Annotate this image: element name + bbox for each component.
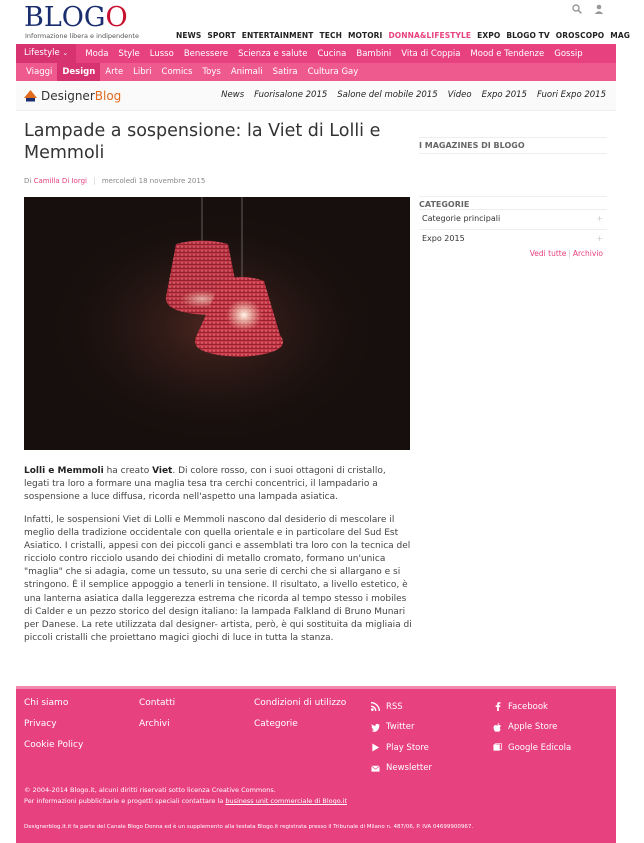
blog-nav-expo[interactable]: Expo 2015	[481, 90, 527, 100]
site-tagline: Informazione libera e indipendente	[25, 32, 139, 40]
blog-nav-salone[interactable]: Salone del mobile 2015	[337, 90, 438, 100]
newsletter-link[interactable]: Newsletter	[371, 762, 432, 775]
article-hero-image	[24, 197, 410, 450]
lamp-logo-icon	[24, 90, 37, 102]
lifestyle-nav	[16, 44, 616, 63]
nav2-design[interactable]: Design	[57, 63, 100, 81]
top-nav-expo[interactable]: EXPO	[477, 31, 501, 40]
nav1-bambini[interactable]: Bambini	[356, 48, 392, 59]
lifestyle-dropdown[interactable]: Lifestyle ⌄	[16, 44, 76, 63]
nav2-satira[interactable]: Satira	[272, 67, 298, 77]
lifestyle-subnav	[16, 63, 616, 81]
condizioni-link[interactable]: Condizioni di utilizzo	[254, 698, 347, 708]
top-nav	[176, 31, 630, 40]
footer-social-2	[493, 700, 571, 762]
nav1-vita-di-coppia[interactable]: Vita di Coppia	[401, 48, 461, 59]
footer-col-2	[139, 698, 175, 740]
top-nav-tech[interactable]: TECH	[319, 31, 342, 40]
top-nav-oroscopo[interactable]: OROSCOPO	[555, 31, 605, 40]
chi-siamo-link[interactable]: Chi siamo	[24, 698, 69, 708]
contatti-link[interactable]: Contatti	[139, 698, 176, 708]
top-nav-sport[interactable]: SPORT	[207, 31, 236, 40]
article-paragraph-1: Lolli e Memmoli ha creato Viet. Di colore rosso, con i suoi ottagoni di cristallo, legati tra loro a formare una maglia tesa tra cerchi concentrici, il lampadario a sospensione a luce diffusa, ricorda nell'aspetto una lampada asiatica.	[24, 466, 386, 503]
blog-nav-news[interactable]: News	[221, 90, 245, 100]
nav1-cucina[interactable]: Cucina	[317, 48, 347, 59]
categorie-link[interactable]: Categorie	[254, 719, 298, 729]
byline-divider: |	[93, 177, 96, 185]
article-date: mercoledì 18 novembre 2015	[101, 177, 206, 185]
blog-nav-fuorisalone[interactable]: Fuorisalone 2015	[254, 90, 328, 100]
expand-plus-icon[interactable]: +	[596, 214, 603, 223]
nav1-lusso[interactable]: Lusso	[149, 48, 174, 59]
apple-icon	[493, 723, 502, 732]
twitter-link[interactable]: Twitter	[371, 721, 432, 734]
google-edicola-icon	[493, 743, 502, 752]
nav2-libri[interactable]: Libri	[133, 67, 152, 77]
site-header	[0, 0, 644, 44]
blogo-logo[interactable]: BLOGO	[24, 2, 128, 33]
expand-plus-icon[interactable]: +	[596, 234, 603, 243]
nav2-animali[interactable]: Animali	[230, 67, 263, 77]
category-links: Vedi tutte | Archivio	[529, 249, 603, 258]
article-byline: Di Camilla Di Iorgi | mercoledì 18 novembre 2015	[24, 177, 206, 185]
designerblog-logo[interactable]: DesignerBlog	[24, 89, 121, 103]
author-link[interactable]: Camilla Di Iorgi	[33, 177, 87, 185]
facebook-icon	[493, 702, 502, 711]
play-store-link[interactable]: Play Store	[371, 741, 432, 754]
top-nav-donna-lifestyle[interactable]: DONNA&LIFESTYLE	[388, 31, 472, 40]
user-icon[interactable]	[594, 4, 604, 14]
chevron-down-icon: ⌄	[62, 49, 69, 57]
nav1-moda[interactable]: Moda	[85, 48, 109, 59]
nav1-style[interactable]: Style	[118, 48, 140, 59]
nav2-arte[interactable]: Arte	[105, 67, 124, 77]
top-nav-motori[interactable]: MOTORI	[347, 31, 383, 40]
privacy-link[interactable]: Privacy	[24, 719, 57, 729]
category-item[interactable]: Expo 2015 +	[419, 229, 607, 248]
footer-col-1	[24, 698, 83, 761]
archivi-link[interactable]: Archivi	[139, 719, 170, 729]
blog-nav-fuori-expo[interactable]: Fuori Expo 2015	[536, 90, 606, 100]
categories-heading: CATEGORIE	[419, 196, 607, 212]
rss-icon	[371, 702, 380, 711]
nav1-benessere[interactable]: Benessere	[183, 48, 229, 59]
footer-legal: Designerblog.it.it fa parte del Canale Blogo Donna ed è un supplemento alla testata Blogo.it registrata presso il Tribunale di Milano n. 487/06, P. IVA 04699900967.	[24, 824, 474, 830]
footer-social-1	[371, 700, 432, 782]
vedi-tutte-link[interactable]: Vedi tutte	[529, 249, 567, 258]
magazines-heading: I MAGAZINES DI BLOGO	[419, 137, 607, 154]
site-footer	[16, 686, 616, 843]
search-icon[interactable]	[572, 4, 582, 14]
nav2-cultura-gay[interactable]: Cultura Gay	[307, 67, 359, 77]
nav2-comics[interactable]: Comics	[161, 67, 193, 77]
blog-nav-video[interactable]: Video	[447, 90, 472, 100]
footer-copyright: © 2004-2014 Blogo.it, alcuni diritti riservati sotto licenza Creative Commons. Per informazioni pubblicitarie e progetti speciali contattare la business unit commerciale di Blogo.it	[24, 786, 348, 805]
cookie-policy-link[interactable]: Cookie Policy	[24, 740, 84, 750]
top-nav-news[interactable]: NEWS	[175, 31, 202, 40]
blog-nav	[221, 90, 606, 100]
archivio-link[interactable]: Archivio	[572, 249, 603, 258]
article-title: Lampade a sospensione: la Viet di Lolli e Memmoli	[24, 121, 381, 163]
facebook-link[interactable]: Facebook	[493, 700, 571, 713]
twitter-icon	[371, 723, 380, 732]
mail-icon	[371, 764, 380, 773]
nav2-viaggi[interactable]: Viaggi	[26, 67, 53, 77]
rss-link[interactable]: RSS	[371, 700, 432, 713]
top-nav-entertainment[interactable]: ENTERTAINMENT	[241, 31, 314, 40]
header-tools	[572, 4, 604, 14]
play-store-icon	[371, 743, 380, 752]
nav1-scienza[interactable]: Scienza e salute	[238, 48, 308, 59]
google-edicola-link[interactable]: Google Edicola	[493, 741, 571, 754]
nav1-mood[interactable]: Mood e Tendenze	[470, 48, 545, 59]
business-unit-link[interactable]: business unit commerciale di Blogo.it	[225, 797, 348, 805]
top-nav-blogo-tv[interactable]: BLOGO TV	[506, 31, 550, 40]
top-nav-mag[interactable]: MAG	[610, 31, 630, 40]
footer-col-3	[254, 698, 346, 740]
apple-store-link[interactable]: Apple Store	[493, 721, 571, 734]
category-item[interactable]: Categorie principali +	[419, 209, 607, 228]
nav2-toys[interactable]: Toys	[202, 67, 221, 77]
pendant-lamps-photo	[24, 197, 410, 450]
blog-bar	[16, 81, 616, 111]
article-paragraph-2: Infatti, le sospensioni Viet di Lolli e Memmoli nascono dal desiderio di mescolare il meglio della tradizione occidentale con quella orientale e in particolare del Sud Est Asiatico. I cristalli, appesi con dei piccoli ganci e assemblati tra loro con la tecnica del ricciolo contro ricciolo usando dei chiodini di metallo cromato, formano un'unica "maglia" che si adagia, come un tessuto, su una serie di cerchi che si allargano e si stringono. È il semplice appoggio a tenerli in tensione. Il risultato, a livello estetico, è una lanterna asiatica dalla leggerezza estrema che ricorda al tempo stesso i mobiles di Calder e un pezzo storico del design italiano: la lampada Falkland di Bruno Munari per Danese. La rete utilizzata dal designer- artista, però, è qui sostituita da migliaia di piccoli cristalli che proiettano magici giochi di luce in tutta la stanza.	[24, 515, 412, 643]
nav1-gossip[interactable]: Gossip	[554, 48, 583, 59]
